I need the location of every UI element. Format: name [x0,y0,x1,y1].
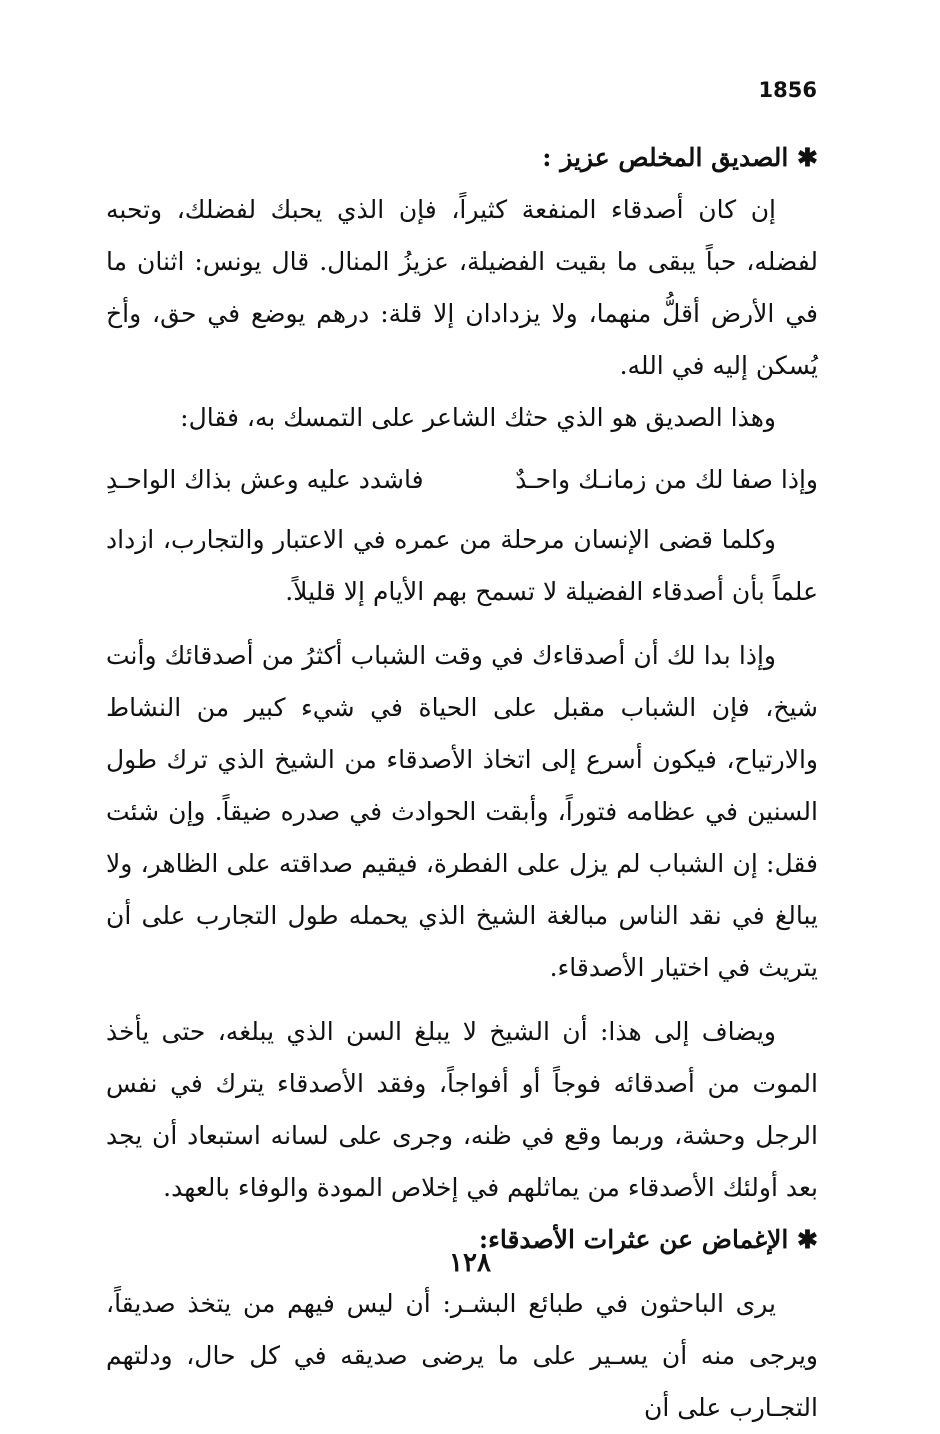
paragraph: ويضاف إلى هذا: أن الشيخ لا يبلغ السن الذي يبلغه، حتى يأخذ الموت من أصدقائه فوجاً أو أفواجاً، وفقد الأصدقاء يترك في نفس الرجل وحشة، وربما وقع في ظنه، وجرى على لسانه استبعاد أن يجد بعد أولئك الأصدقاء من يماثلهم في إخلاص المودة والوفاء بالعهد. [106,1017,819,1202]
heading-text: الإغماض عن عثرات الأصدقاء: [478,1225,789,1254]
heading-text: الصديق المخلص عزيز : [542,143,789,172]
paragraph: يرى الباحثون في طبائع البشـر: أن ليس فيهم من يتخذ صديقاً، ويرجى منه أن يسـير على ما يرضى صديقه في كل حال، ودلتهم التجـارب على أن [106,1289,818,1422]
section-heading [106,132,818,184]
page-number-bottom: ١٢٨ [449,1248,491,1278]
paragraph: وكلما قضى الإنسان مرحلة من عمره في الاعتبار والتجارب، ازداد علماً بأن أصدقاء الفضيلة لا تسمح بهم الأيام إلا قليلاً. [106,525,818,606]
page-number-top: 1856 [758,78,817,102]
paragraph: وإذا بدا لك أن أصدقاءك في وقت الشباب أكثرُ من أصدقائك وأنت شيخ، فإن الشباب مقبل على الحياة في شيء كبير من النشاط والارتياح، فيكون أسرع إلى اتخاذ الأصدقاء من الشيخ الذي ترك طول السنين في عظامه فتوراً، وأبقت الحوادث في صدره ضيقاً. وإن شئت فقل: إن الشباب لم يزل على الفطرة، فيقيم صداقته على الظاهر، ولا يبالغ في نقد الناس مبالغة الشيخ الذي يحمله طول التجارب على أن يتريث في اختيار الأصدقاء. [106,641,818,982]
poetry-verse [106,454,818,506]
heading-marker: ✱ [797,143,818,172]
paragraph: وهذا الصديق هو الذي حثك الشاعر على التمسك به، فقال: [180,403,776,432]
verse-first-hemistich: وإذا صفا لك من زمانـك واحـدٌ [515,465,818,494]
verse-second-hemistich: فاشدد عليه وعش بذاك الواحـدِ [106,465,424,494]
heading-marker: ✱ [797,1225,818,1254]
paragraph: إن كان أصدقاء المنفعة كثيراً، فإن الذي يحبك لفضلك، وتحبه لفضله، حباً يبقى ما بقيت الفضيلة، عزيزُ المنال. قال يونس: اثنان ما في الأرض أقلُّ منهما، ولا يزدادان إلا قلة: درهم يوضع في حق، وأخ يُسكن إليه في الله. [106,195,818,380]
body-text [106,132,818,1434]
